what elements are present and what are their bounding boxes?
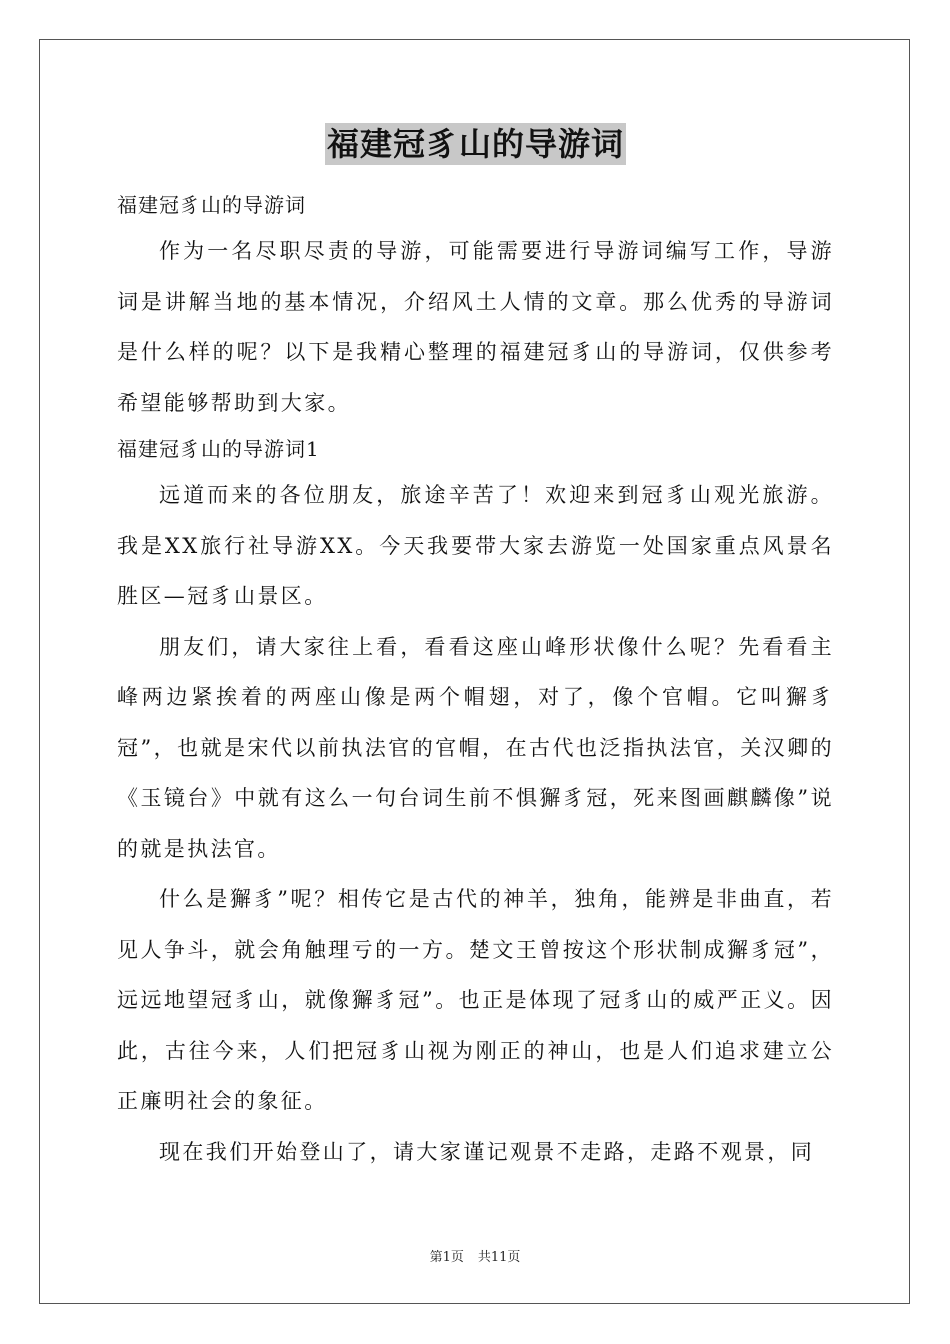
- total-pages: 共11页: [477, 1250, 521, 1265]
- body-paragraph: 现在我们开始登山了，请大家谨记观景不走路，走路不观景，同: [159, 1139, 815, 1164]
- page-footer: [0, 1246, 950, 1265]
- section-heading: 福建冠豸山的导游词1: [117, 437, 320, 461]
- intro-paragraph: 作为一名尽职尽责的导游，可能需要进行导游词编写工作，导游词是讲解当地的基本情况，介绍风土人情的文章。那么优秀的导游词是什么样的呢？以下是我精心整理的福建冠豸山的导游词，仅供参考希望能够帮助到大家。: [117, 239, 834, 415]
- title-row: [117, 120, 834, 180]
- document-title: 福建冠豸山的导游词: [326, 125, 624, 163]
- body-paragraph: 朋友们，请大家往上看，看看这座山峰形状像什么呢？先看看主峰两边紧挨着的两座山像是两个帽翅，对了，像个官帽。它叫獬豸冠”，也就是宋代以前执法官的官帽，在古代也泛指执法官，关汉卿的《玉镜台》中就有这么一句台词生前不惧獬豸冠，死来图画麒麟像”说的就是执法官。: [117, 634, 834, 861]
- body-paragraph: 远道而来的各位朋友，旅途辛苦了！欢迎来到冠豸山观光旅游。我是XX旅行社导游XX。今天我要带大家去游览一处国家重点风景名胜区—冠豸山景区。: [117, 483, 834, 608]
- page-number: 第1页: [429, 1250, 464, 1265]
- document-subtitle: 福建冠豸山的导游词: [117, 193, 306, 217]
- body-paragraph: 什么是獬豸”呢？相传它是古代的神羊，独角，能辨是非曲直，若见人争斗，就会角触理亏的一方。楚文王曾按这个形状制成獬豸冠”，远远地望冠豸山，就像獬豸冠”。也正是体现了冠豸山的威严正义。因此，古往今来，人们把冠豸山视为刚正的神山，也是人们追求建立公正廉明社会的象征。: [117, 887, 834, 1113]
- document-body: [117, 120, 834, 1177]
